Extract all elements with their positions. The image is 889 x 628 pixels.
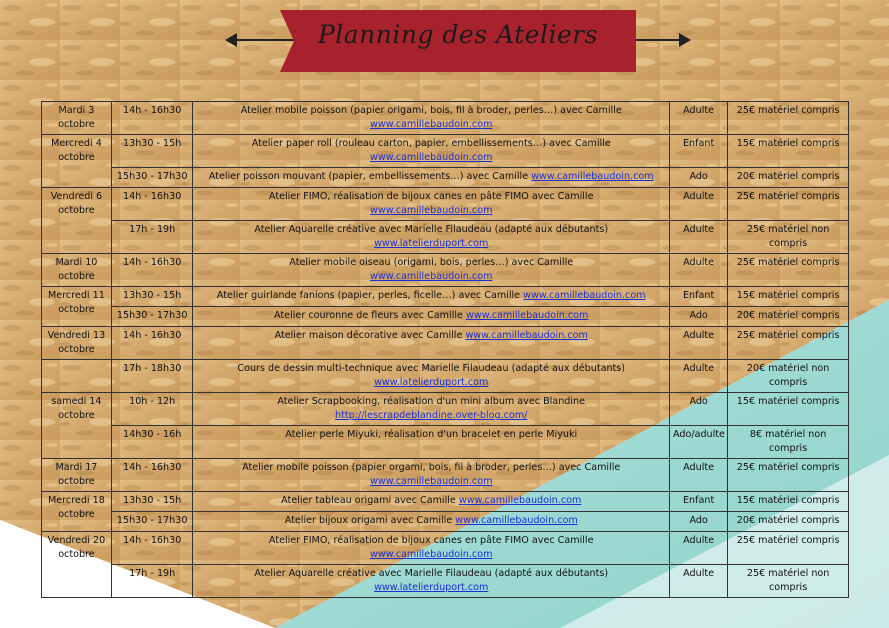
table-row — [42, 254, 849, 287]
day-cell: Mardi 3 octobre — [42, 102, 112, 135]
audience-cell: Ado — [670, 393, 728, 426]
day-cell: Vendredi 13 octobre — [42, 327, 112, 360]
audience-cell: Adulte — [670, 221, 728, 254]
description-text: Atelier mobile poisson (papier origami, bois, fil à broder, perles…) avec Camille — [240, 105, 622, 116]
description-cell — [193, 221, 670, 254]
table-row — [42, 393, 849, 426]
table-row — [42, 532, 849, 565]
time-cell: 10h - 12h — [111, 393, 193, 426]
audience-cell: Adulte — [670, 532, 728, 565]
time-cell: 17h - 18h30 — [111, 360, 193, 393]
website-link[interactable]: http://lescrapdeblandine.over-blog.com/ — [335, 410, 528, 421]
description-cell — [193, 307, 670, 327]
website-link[interactable]: www.latelierduport.com — [374, 377, 489, 388]
price-cell: 15€ matériel compris — [728, 287, 849, 307]
time-cell: 14h - 16h30 — [111, 188, 193, 221]
description-text: Atelier perle Miyuki, réalisation d'un bracelet en perle Miyuki — [285, 429, 578, 440]
time-cell: 14h30 - 16h — [111, 426, 193, 459]
price-cell: 25€ matériel non compris — [728, 221, 849, 254]
price-cell: 25€ matériel compris — [728, 254, 849, 287]
day-cell: Mercredi 11 octobre — [42, 287, 112, 327]
schedule-table — [41, 101, 849, 598]
day-cell: Mardi 10 octobre — [42, 254, 112, 287]
price-cell: 15€ matériel compris — [728, 393, 849, 426]
description-text: Atelier couronne de fleurs avec Camille — [274, 310, 463, 321]
description-text: Atelier Scrapbooking, réalisation d'un mini album avec Blandine — [277, 396, 586, 407]
price-cell: 15€ matériel compris — [728, 135, 849, 168]
table-row — [42, 168, 849, 188]
price-cell: 15€ matériel compris — [728, 492, 849, 512]
description-cell — [193, 459, 670, 492]
price-cell: 25€ matériel compris — [728, 327, 849, 360]
audience-cell: Ado — [670, 512, 728, 532]
audience-cell: Adulte — [670, 254, 728, 287]
price-cell: 25€ matériel compris — [728, 102, 849, 135]
table-row — [42, 565, 849, 598]
description-cell — [193, 512, 670, 532]
audience-cell: Ado — [670, 307, 728, 327]
schedule-body — [42, 102, 849, 598]
description-cell — [193, 135, 670, 168]
day-cell: Mardi 17 octobre — [42, 459, 112, 492]
website-link[interactable]: www.camillebaudoin.com — [466, 310, 589, 321]
description-text: Atelier tableau origami avec Camille — [281, 495, 456, 506]
description-cell — [193, 287, 670, 307]
page-title: Planning des Ateliers — [317, 20, 599, 49]
website-link[interactable]: www.camillebaudoin.com — [370, 152, 493, 163]
audience-cell: Ado — [670, 168, 728, 188]
website-link[interactable]: www.camillebaudoin.com — [458, 495, 582, 506]
website-link[interactable]: www.camillebaudoin.com — [531, 171, 654, 182]
price-cell: 20€ matériel non compris — [728, 360, 849, 393]
price-cell: 25€ matériel compris — [728, 459, 849, 492]
table-row — [42, 459, 849, 492]
time-cell: 17h - 19h — [111, 565, 193, 598]
day-cell — [42, 360, 112, 393]
audience-cell: Enfant — [670, 135, 728, 168]
table-row — [42, 426, 849, 459]
website-link[interactable]: www.camillebaudoin.com — [465, 330, 588, 341]
table-row — [42, 360, 849, 393]
website-link[interactable]: www.camillebaudoin.com — [370, 476, 493, 487]
audience-cell: Adulte — [670, 188, 728, 221]
description-text: Atelier FIMO, réalisation de bijoux canes en pâte FIMO avec Camille — [268, 535, 594, 546]
audience-cell: Adulte — [670, 565, 728, 598]
time-cell: 15h30 - 17h30 — [111, 512, 193, 532]
audience-cell: Adulte — [670, 360, 728, 393]
table-row — [42, 102, 849, 135]
audience-cell: Enfant — [670, 287, 728, 307]
time-cell: 17h - 19h — [111, 221, 193, 254]
day-cell: Vendredi 6 octobre — [42, 188, 112, 254]
description-text: Atelier paper roll (rouleau carton, papier, embellissements…) avec Camille — [251, 138, 611, 149]
time-cell: 13h30 - 15h — [111, 492, 193, 512]
description-cell — [193, 532, 670, 565]
day-cell: Mercredi 4 octobre — [42, 135, 112, 188]
description-cell — [193, 360, 670, 393]
description-text: Atelier mobile poisson (papier orgami, bois, fil à broder, perles…) avec Camille — [242, 462, 621, 473]
price-cell: 25€ matériel compris — [728, 532, 849, 565]
time-cell: 15h30 - 17h30 — [111, 168, 193, 188]
description-cell — [193, 565, 670, 598]
day-cell: samedi 14 octobre — [42, 393, 112, 459]
time-cell: 15h30 - 17h30 — [111, 307, 193, 327]
website-link[interactable]: www.latelierduport.com — [374, 582, 489, 593]
description-text: Atelier poisson mouvant (papier, embellissements…) avec Camille — [208, 171, 529, 182]
description-text: Atelier mobile oiseau (origami, bois, perles…) avec Camille — [289, 257, 574, 268]
table-row — [42, 512, 849, 532]
description-text: Atelier Aquarelle créative avec Marielle Filaudeau (adapté aux débutants) — [254, 568, 609, 579]
table-row — [42, 307, 849, 327]
description-cell — [193, 426, 670, 459]
table-row — [42, 135, 849, 168]
website-link[interactable]: www.camillebaudoin.com — [370, 271, 493, 282]
website-link[interactable]: www.camillebaudoin.com — [370, 205, 493, 216]
price-cell: 20€ matériel compris — [728, 512, 849, 532]
time-cell: 13h30 - 15h — [111, 287, 193, 307]
time-cell: 14h - 16h30 — [111, 102, 193, 135]
website-link[interactable]: www.camillebaudoin.com — [370, 119, 493, 130]
time-cell: 14h - 16h30 — [111, 459, 193, 492]
price-cell: 25€ matériel compris — [728, 188, 849, 221]
day-cell: Mercredi 18 octobre — [42, 492, 112, 532]
description-text: Atelier maison décorative avec Camille — [274, 330, 466, 341]
website-link[interactable]: www.camillebaudoin.com — [370, 549, 493, 560]
time-cell: 14h - 16h30 — [111, 254, 193, 287]
description-cell — [193, 102, 670, 135]
website-link[interactable]: www.camillebaudoin.com — [523, 290, 646, 301]
audience-cell: Enfant — [670, 492, 728, 512]
price-cell: 20€ matériel compris — [728, 168, 849, 188]
website-link[interactable]: www.latelierduport.com — [374, 238, 489, 249]
header-banner — [225, 10, 691, 72]
table-row — [42, 492, 849, 512]
audience-cell: Adulte — [670, 102, 728, 135]
description-cell — [193, 492, 670, 512]
arrow-left-icon — [225, 33, 237, 47]
description-cell — [193, 327, 670, 360]
description-text: Atelier FIMO, réalisation de bijoux canes en pâte FIMO avec Camille — [268, 191, 594, 202]
table-row — [42, 287, 849, 307]
description-text: Atelier guirlande fanions (papier, perles, ficelle…) avec Camille — [216, 290, 521, 301]
table-row — [42, 221, 849, 254]
price-cell: 25€ matériel non compris — [728, 565, 849, 598]
time-cell: 13h30 - 15h — [111, 135, 193, 168]
description-cell — [193, 393, 670, 426]
time-cell: 14h - 16h30 — [111, 532, 193, 565]
description-cell — [193, 168, 670, 188]
description-text: Cours de dessin multi-technique avec Marielle Filaudeau (adapté aux débutants) — [237, 363, 626, 374]
arrow-right-icon — [679, 33, 691, 47]
table-row — [42, 327, 849, 360]
audience-cell: Ado/adulte — [670, 426, 728, 459]
description-cell — [193, 254, 670, 287]
audience-cell: Adulte — [670, 459, 728, 492]
table-row — [42, 188, 849, 221]
website-link[interactable]: www.camillebaudoin.com — [455, 515, 578, 526]
price-cell: 8€ matériel non compris — [728, 426, 849, 459]
description-text: Atelier Aquarelle créative avec Marielle Filaudeau (adapté aux débutants) — [254, 224, 609, 235]
day-cell: Vendredi 20 octobre — [42, 532, 112, 598]
audience-cell: Adulte — [670, 327, 728, 360]
price-cell: 20€ matériel compris — [728, 307, 849, 327]
time-cell: 14h - 16h30 — [111, 327, 193, 360]
description-text: Atelier bijoux origami avec Camille — [284, 515, 453, 526]
description-cell — [193, 188, 670, 221]
